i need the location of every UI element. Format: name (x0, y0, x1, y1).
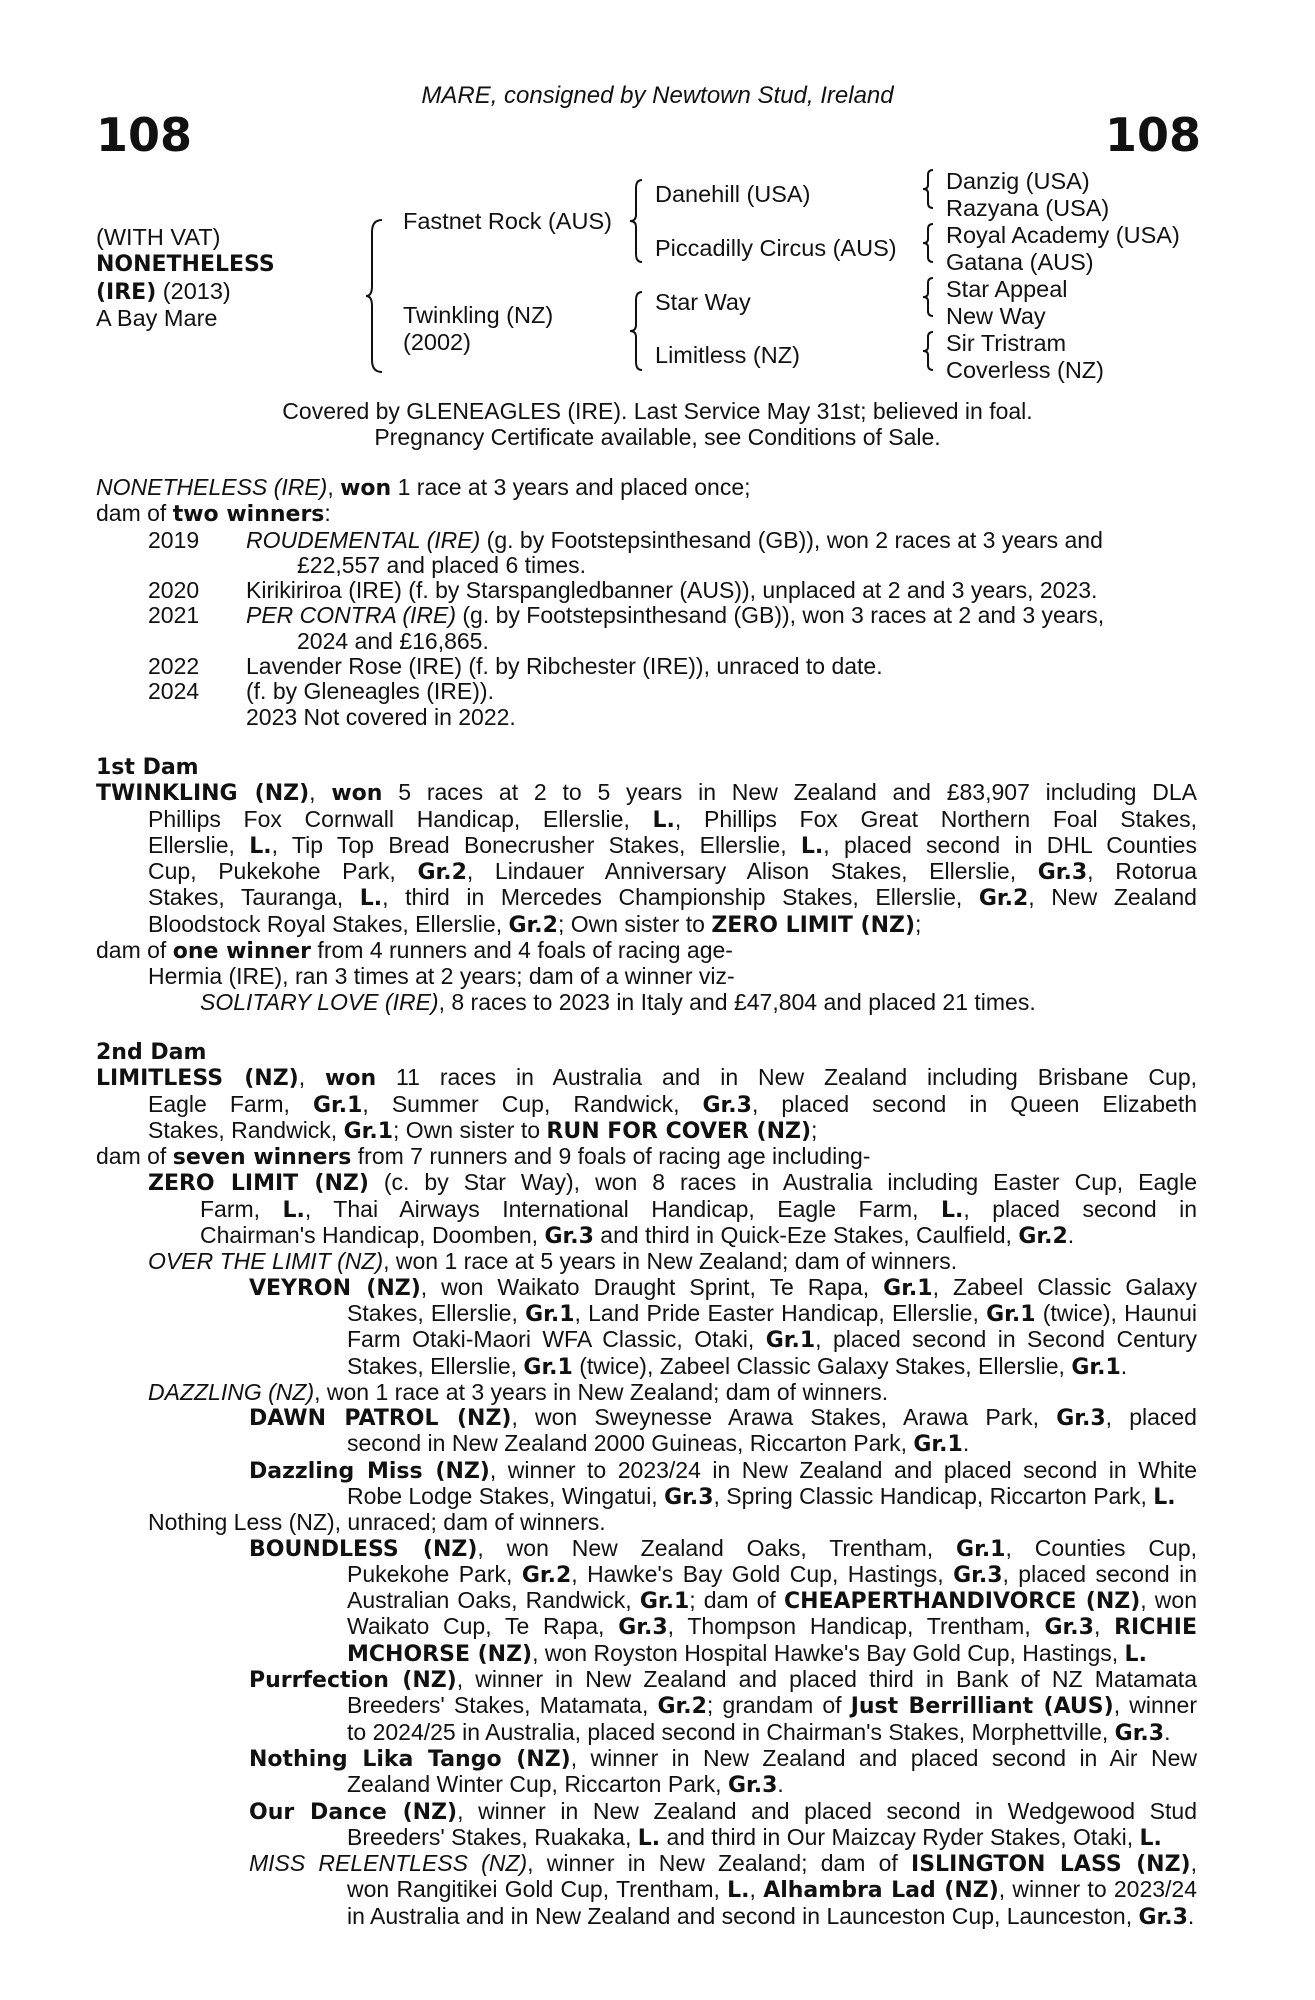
first-dam-section (96, 755, 1197, 1015)
text: . (777, 1771, 784, 1798)
sd-sire: Royal Academy (USA) (946, 222, 1180, 248)
text: , Rotorua (1087, 858, 1198, 885)
lot-number-left: 108 (96, 108, 193, 162)
text: , Thai Airways International Handicap, Eagle Farm, (304, 1195, 942, 1222)
grade: Gr.3 (1114, 1720, 1165, 1746)
progeny-line (96, 1877, 1197, 1903)
dam-year: (2002) (403, 329, 471, 355)
dam-line (96, 859, 1197, 885)
text: , (1190, 1850, 1197, 1877)
text: , won 1 race at 3 years in New Zealand; dam of winners. (314, 1378, 889, 1405)
text: , Tip Top Bread Bonecrusher Stakes, Ellerslie, (271, 831, 801, 858)
produce-year: 2024 (148, 678, 200, 705)
dam-line (96, 1118, 1197, 1144)
section-heading: 1st Dam (96, 754, 199, 780)
text: , Phillips Fox Great Northern Foal Stakes, (674, 805, 1198, 832)
progeny-line (96, 1405, 1197, 1431)
grade: L. (249, 833, 272, 859)
horse-name: MCHORSE (NZ) (347, 1641, 533, 1667)
produce-year: 2021 (148, 602, 200, 629)
produce-text: (g. by Footstepsinthesand (GB)), won 2 races at 3 years and (480, 526, 1103, 553)
produce-2021 (96, 603, 1197, 628)
ds-sire: Star Appeal (946, 276, 1068, 302)
pedigree-brace-sire (628, 178, 644, 264)
text: Bloodstock Royal Stakes, Ellerslie, (148, 910, 509, 937)
dam-line (96, 938, 1197, 964)
text: second in New Zealand 2000 Guineas, Riccarton Park, (347, 1430, 914, 1457)
progeny-line: Nothing Less (NZ), unraced; dam of winners. (148, 1509, 606, 1536)
dam-name: Twinkling (NZ) (403, 302, 554, 328)
horse-country: (IRE) (96, 280, 157, 305)
produce-2022 (96, 654, 1197, 679)
produce-2020 (96, 578, 1197, 603)
text: Eagle Farm, (148, 1090, 313, 1117)
text: , winner in New Zealand and placed second in Wedgewood Stud (457, 1797, 1197, 1824)
grade: Gr.3 (618, 1615, 668, 1641)
text: Stakes, Tauranga, (148, 884, 360, 911)
produce-record (96, 475, 1197, 730)
intro-text: 1 race at 3 years and placed once; (391, 474, 751, 500)
text: Farm Otaki-Maori WFA Classic, Otaki, (347, 1326, 766, 1353)
winners-count: seven winners (172, 1145, 352, 1171)
horse-name: CHEAPERTHANDIVORCE (NZ) (783, 1589, 1141, 1615)
text: , (1093, 1613, 1115, 1640)
grade: L. (1153, 1484, 1176, 1510)
text: . (1187, 1902, 1195, 1929)
dd-dam: Coverless (NZ) (946, 357, 1104, 383)
covering-line: Covered by GLENEAGLES (IRE). Last Service May 31st; believed in foal. (282, 398, 1033, 424)
text: 5 races at 2 to 5 years in New Zealand and £83,907 including DLA (382, 779, 1197, 806)
progeny-line (96, 1904, 1197, 1930)
progeny-line (96, 1223, 1197, 1249)
dam-sire: Star Way (655, 289, 751, 315)
horse-name: ZERO LIMIT (NZ) (148, 1171, 369, 1197)
sd-dam: Gatana (AUS) (946, 249, 1094, 275)
sire-dam: Piccadilly Circus (AUS) (655, 235, 897, 261)
grade: Gr.2 (417, 860, 467, 886)
dam-dam: Limitless (NZ) (655, 342, 800, 368)
grade: Gr.1 (986, 1301, 1036, 1327)
text: , Zabeel Classic Galaxy (932, 1273, 1197, 1300)
text: ; dam of (689, 1587, 784, 1614)
grade: L. (282, 1197, 305, 1223)
text: and third in Quick-Eze Stakes, Caulfield, (593, 1222, 1019, 1249)
text: ; Own sister to (393, 1116, 547, 1143)
text: , (749, 1876, 764, 1903)
progeny-line (96, 1536, 1197, 1562)
produce-2024 (96, 679, 1197, 704)
text: , winner in New Zealand and placed second in Air New (570, 1744, 1197, 1771)
second-dam-section (96, 1040, 1197, 1930)
progeny-line (96, 1275, 1197, 1301)
sire-sire: Danehill (USA) (655, 181, 811, 207)
ss-dam: Razyana (USA) (946, 195, 1110, 221)
horse-name: Purrfection (NZ) (249, 1668, 457, 1694)
pedigree-brace-3c (921, 276, 935, 318)
dam-line (96, 990, 1197, 1015)
grade: Gr.3 (1138, 1904, 1188, 1930)
progeny-line (96, 1693, 1197, 1719)
horse-name: DAWN PATROL (NZ) (249, 1406, 512, 1432)
dam-line: LIMITLESS (NZ), won 11 races in Australia and in New Zealand including Brisbane Cup, (96, 1064, 1198, 1092)
grade: Gr.1 (1071, 1354, 1121, 1380)
text: Stakes, Ellerslie, (347, 1299, 526, 1326)
text: Phillips Fox Cornwall Handicap, Ellerslie, (148, 805, 653, 832)
progeny-line (96, 1799, 1197, 1825)
horse-name: RUN FOR COVER (NZ) (546, 1118, 811, 1144)
grade: Gr.1 (765, 1328, 816, 1354)
produce-text: Kirikiriroa (IRE) (f. by Starspangledbanner (AUS)), unplaced at 2 and 3 years, 2023. (246, 577, 1098, 604)
text: (twice), Haunui (1035, 1299, 1197, 1326)
grade: Gr.1 (523, 1354, 573, 1380)
horse-name: Dazzling Miss (NZ) (249, 1458, 490, 1484)
text: , Summer Cup, Randwick, (362, 1090, 703, 1117)
produce-2021-cont: 2024 and £16,865. (297, 627, 489, 654)
produce-2023-note: 2023 Not covered in 2022. (246, 703, 516, 730)
grade: Gr.3 (702, 1092, 752, 1118)
horse-name: ZERO LIMIT (NZ) (711, 912, 916, 938)
text: , Spring Classic Handicap, Riccarton Park, (713, 1482, 1154, 1509)
grade: L. (637, 1825, 661, 1851)
pedigree-brace-main (364, 218, 384, 374)
text: from 4 runners and 4 foals of racing age- (311, 937, 733, 964)
produce-year: 2019 (148, 526, 200, 553)
won-label: won (325, 1066, 377, 1092)
horse-name: BOUNDLESS (NZ) (249, 1536, 478, 1562)
grade: Gr.1 (883, 1275, 933, 1301)
text: Pukekohe Park, (347, 1560, 522, 1587)
dam-line (96, 885, 1197, 911)
text: , winner to 2023/24 in New Zealand and placed second in White (489, 1456, 1198, 1483)
text: , placed second in (1002, 1560, 1197, 1587)
produce-year: 2022 (148, 653, 200, 680)
grade: Gr.3 (544, 1224, 594, 1250)
text: , placed second in Queen Elizabeth (751, 1090, 1198, 1117)
dam-line (96, 833, 1197, 859)
progeny-line (96, 1484, 1197, 1510)
progeny-line (96, 1249, 1197, 1274)
horse-name: NONETHELESS (96, 252, 275, 277)
text: dam of (96, 1143, 173, 1170)
text: , placed (1105, 1404, 1197, 1431)
horse-name: RICHIE (1114, 1615, 1198, 1641)
grade: Gr.2 (521, 1562, 572, 1588)
text: , placed second in Second Century (815, 1326, 1197, 1353)
vat-note: (WITH VAT) (96, 224, 221, 250)
progeny-line (96, 1641, 1197, 1667)
section-heading: 2nd Dam (96, 1039, 207, 1065)
progeny-line (96, 1431, 1197, 1457)
progeny-line (96, 1614, 1197, 1640)
mare-name: NONETHELESS (IRE) (96, 474, 328, 500)
dam-line (96, 1144, 1197, 1170)
horse-year: (2013) (156, 278, 231, 304)
grade: Gr.3 (953, 1562, 1003, 1588)
text: , winner in New Zealand; dam of (527, 1850, 912, 1877)
pregnancy-line: Pregnancy Certificate available, see Conditions of Sale. (374, 424, 941, 450)
grade: L. (800, 833, 824, 859)
text: , winner in New Zealand and placed third in Bank of NZ Matamata (456, 1666, 1197, 1693)
text: Ellerslie, (148, 831, 250, 858)
horse-name: VEYRON (NZ) (249, 1275, 421, 1301)
text: , New Zealand (1028, 884, 1197, 911)
text: . (1120, 1352, 1128, 1379)
text: , placed second in (963, 1195, 1197, 1222)
progeny-line (96, 1825, 1197, 1851)
text: Cup, Pukekohe Park, (148, 858, 418, 885)
text: Breeders' Stakes, Ruakaka, (347, 1823, 638, 1850)
colon: : (324, 500, 331, 527)
winners-count: one winner (172, 939, 312, 965)
text: , won New Zealand Oaks, Trentham, (477, 1534, 957, 1561)
produce-name: PER CONTRA (IRE) (246, 602, 456, 629)
pedigree-brace-3b (921, 222, 935, 264)
ss-sire: Danzig (USA) (946, 168, 1090, 194)
text: , won Waikato Draught Sprint, Te Rapa, (420, 1273, 884, 1300)
progeny-line (96, 1851, 1197, 1877)
text: from 7 runners and 9 foals of racing age including- (351, 1143, 871, 1170)
won-label: won (331, 781, 383, 807)
horse-description: A Bay Mare (96, 305, 218, 331)
dam-of-line (96, 501, 1197, 527)
produce-text: (f. by Gleneagles (IRE)). (246, 678, 494, 705)
text: , winner (1113, 1692, 1197, 1719)
catalogue-page-body (96, 475, 1197, 1930)
dam-line: Hermia (IRE), ran 3 times at 2 years; dam of a winner viz- (148, 963, 735, 990)
pedigree-brace-3d (921, 330, 935, 372)
grade: Gr.1 (343, 1118, 394, 1144)
text: , won (1140, 1587, 1197, 1614)
produce-name: ROUDEMENTAL (IRE) (246, 526, 481, 553)
consignment-title: MARE, consigned by Newtown Stud, Ireland (421, 82, 894, 109)
text: ; grandam of (706, 1692, 851, 1719)
progeny-line (96, 1667, 1197, 1693)
grade: Gr.2 (978, 886, 1029, 912)
sire: Fastnet Rock (AUS) (403, 208, 612, 234)
grade: Gr.1 (525, 1301, 575, 1327)
text: ; (915, 910, 922, 937)
grade: Gr.3 (1056, 1406, 1106, 1432)
text: . (1067, 1222, 1075, 1249)
text: , Lindauer Anniversary Alison Stakes, Ellerslie, (466, 858, 1038, 885)
text: Stakes, Randwick, (148, 1116, 344, 1143)
text: Robe Lodge Stakes, Wingatui, (347, 1482, 665, 1509)
grade: Gr.3 (727, 1773, 778, 1799)
text: Farm, (200, 1195, 283, 1222)
won-label: won (340, 476, 392, 501)
produce-2019-cont: £22,557 and placed 6 times. (297, 551, 586, 578)
text: Zealand Winter Cup, Riccarton Park, (347, 1771, 728, 1798)
text: Chairman's Handicap, Doomben, (200, 1222, 545, 1249)
pedigree-brace-3a (921, 168, 935, 210)
dam-line (96, 1092, 1197, 1118)
progeny-line (96, 1746, 1197, 1772)
dam-line (96, 807, 1197, 833)
text: , placed second in DHL Counties (823, 831, 1197, 858)
horse-name: SOLITARY LOVE (IRE) (200, 988, 439, 1015)
horse-name: Alhambra Lad (NZ) (763, 1878, 999, 1904)
text: Stakes, Ellerslie, (347, 1352, 524, 1379)
grade: Gr.3 (1037, 860, 1088, 886)
grade: L. (941, 1197, 964, 1223)
horse-name: DAZZLING (NZ) (148, 1378, 315, 1405)
horse-name: OVER THE LIMIT (NZ) (148, 1248, 384, 1275)
text: . (962, 1430, 970, 1457)
text: ; (811, 1116, 818, 1143)
dam-line (96, 912, 1197, 938)
text: (twice), Zabeel Classic Galaxy Stakes, Ellerslie, (572, 1352, 1072, 1379)
text: in Australia and in New Zealand and second in Launceston Cup, Launceston, (347, 1902, 1139, 1929)
progeny-line (96, 1588, 1197, 1614)
grade: Gr.3 (1044, 1615, 1094, 1641)
text: , Thompson Handicap, Trentham, (667, 1613, 1045, 1640)
text: , 8 races to 2023 in Italy and £47,804 and placed 21 times. (438, 988, 1036, 1015)
grade: L. (652, 807, 675, 833)
dam-name: LIMITLESS (NZ) (96, 1066, 299, 1092)
grade: L. (359, 886, 383, 912)
dam-line: TWINKLING (NZ), won 5 races at 2 to 5 years in New Zealand and £83,907 including DLA (96, 779, 1197, 807)
produce-year: 2020 (148, 577, 200, 604)
progeny-line (96, 1354, 1197, 1380)
text: (c. by Star Way), won 8 races in Australia including Easter Cup, Eagle (368, 1169, 1197, 1196)
text: Breeders' Stakes, Matamata, (347, 1692, 658, 1719)
dd-sire: Sir Tristram (946, 330, 1067, 356)
progeny-line (96, 1327, 1197, 1353)
text: Waikato Cup, Te Rapa, (347, 1613, 619, 1640)
produce-text: (g. by Footstepsinthesand (GB)), won 3 races at 2 and 3 years, (456, 602, 1105, 629)
progeny-line (96, 1720, 1197, 1746)
text: . (1164, 1718, 1171, 1745)
progeny-line (96, 1380, 1197, 1405)
pedigree-brace-dam (628, 290, 644, 372)
text: and third in Our Maizcay Ryder Stakes, Otaki, (660, 1823, 1140, 1850)
progeny-line (96, 1458, 1197, 1484)
progeny-line (96, 1772, 1197, 1798)
text: , won 1 race at 5 years in New Zealand; dam of winners. (383, 1248, 958, 1275)
grade: Gr.2 (657, 1694, 707, 1720)
text: , won Sweynesse Arawa Stakes, Arawa Park, (511, 1404, 1057, 1431)
text: , winner to 2023/24 (998, 1876, 1197, 1903)
text: , Land Pride Easter Handicap, Ellerslie, (574, 1299, 987, 1326)
winners-count: two winners (172, 502, 325, 528)
grade: Gr.1 (639, 1589, 690, 1615)
produce-text: Lavender Rose (IRE) (f. by Ribchester (IRE)), unraced to date. (246, 653, 883, 680)
progeny-line (96, 1562, 1197, 1588)
grade: L. (1139, 1825, 1162, 1851)
text: ; Own sister to (557, 910, 712, 937)
text: , Counties Cup, (1005, 1534, 1198, 1561)
grade: Gr.1 (312, 1092, 363, 1118)
text: Australian Oaks, Randwick, (347, 1587, 640, 1614)
progeny-line (96, 1170, 1197, 1196)
text: , Hawke's Bay Gold Cup, Hastings, (571, 1560, 954, 1587)
grade: Gr.1 (913, 1432, 963, 1458)
horse-name: ISLINGTON LASS (NZ) (911, 1852, 1191, 1878)
progeny-line (96, 1197, 1197, 1223)
horse-origin (96, 278, 231, 306)
lot-number-right: 108 (1104, 108, 1201, 162)
grade: Gr.3 (664, 1484, 714, 1510)
horse-name: Our Dance (NZ) (249, 1799, 458, 1825)
produce-2019 (96, 528, 1197, 553)
produce-intro: NONETHELESS (IRE), won 1 race at 3 years and placed once; (96, 474, 751, 501)
ds-dam: New Way (946, 303, 1046, 329)
dam-of-text: dam of (96, 500, 173, 527)
horse-name: MISS RELENTLESS (NZ) (249, 1850, 528, 1877)
text: dam of (96, 937, 173, 964)
covering-info (0, 398, 1315, 450)
grade: Gr.2 (1018, 1224, 1068, 1250)
horse-name: Just Berrilliant (AUS) (850, 1694, 1114, 1720)
text: , won Royston Hospital Hawke's Bay Gold Cup, Hastings, (532, 1639, 1125, 1666)
grade: L. (727, 1878, 750, 1904)
dam-name: TWINKLING (NZ) (96, 781, 310, 807)
progeny-line (96, 1301, 1197, 1327)
grade: Gr.2 (508, 912, 558, 938)
horse-name: Nothing Lika Tango (NZ) (249, 1746, 571, 1772)
grade: L. (1124, 1641, 1147, 1667)
text: 11 races in Australia and in New Zealand including Brisbane Cup, (376, 1064, 1198, 1091)
text: won Rangitikei Gold Cup, Trentham, (347, 1876, 728, 1903)
text: to 2024/25 in Australia, placed second in Chairman's Stakes, Morphettville, (347, 1718, 1115, 1745)
text: , third in Mercedes Championship Stakes, Ellerslie, (382, 884, 979, 911)
grade: Gr.1 (956, 1536, 1006, 1562)
